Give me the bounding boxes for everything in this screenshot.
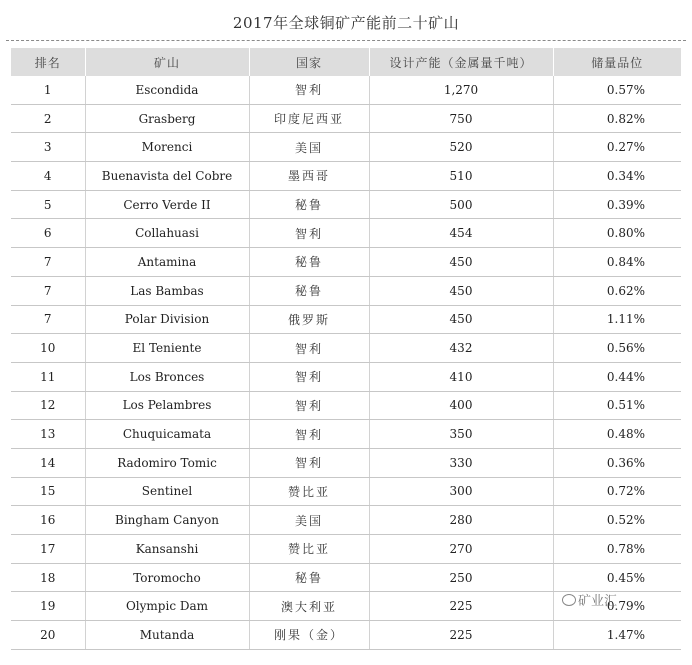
cell-capacity: 1,270 xyxy=(369,76,553,104)
table-row xyxy=(11,248,681,277)
cell-country: 智利 xyxy=(249,362,369,391)
cell-country: 智利 xyxy=(249,420,369,449)
cell-mine: Kansanshi xyxy=(85,535,249,564)
table-row xyxy=(11,448,681,477)
table-row xyxy=(11,563,681,592)
table-row xyxy=(11,506,681,535)
table-row xyxy=(11,334,681,363)
cell-grade: 0.79% xyxy=(553,592,681,621)
cell-grade: 1.11% xyxy=(553,305,681,334)
cell-rank: 1 xyxy=(11,76,85,104)
cell-capacity: 225 xyxy=(369,621,553,650)
table-row xyxy=(11,219,681,248)
cell-grade: 0.51% xyxy=(553,391,681,420)
header-country: 国家 xyxy=(249,48,369,76)
cell-country: 赞比亚 xyxy=(249,535,369,564)
cell-grade: 0.39% xyxy=(553,190,681,219)
cell-capacity: 750 xyxy=(369,104,553,133)
cell-capacity: 400 xyxy=(369,391,553,420)
cell-mine: Los Pelambres xyxy=(85,391,249,420)
cell-country: 秘鲁 xyxy=(249,248,369,277)
cell-capacity: 450 xyxy=(369,305,553,334)
cell-country: 智利 xyxy=(249,219,369,248)
cell-country: 俄罗斯 xyxy=(249,305,369,334)
cell-mine: Antamina xyxy=(85,248,249,277)
table-title: 2017年全球铜矿产能前二十矿山 xyxy=(232,14,460,32)
cell-country: 美国 xyxy=(249,133,369,162)
cell-rank: 7 xyxy=(11,248,85,277)
cell-mine: Collahuasi xyxy=(85,219,249,248)
table-row xyxy=(11,133,681,162)
cell-capacity: 270 xyxy=(369,535,553,564)
cell-rank: 18 xyxy=(11,563,85,592)
cell-grade: 0.57% xyxy=(553,76,681,104)
cell-rank: 3 xyxy=(11,133,85,162)
table-row xyxy=(11,391,681,420)
cell-grade: 0.27% xyxy=(553,133,681,162)
cell-grade: 0.84% xyxy=(553,248,681,277)
cell-rank: 6 xyxy=(11,219,85,248)
cell-mine: Polar Division xyxy=(85,305,249,334)
cell-country: 赞比亚 xyxy=(249,477,369,506)
header-row xyxy=(11,48,681,76)
cell-rank: 15 xyxy=(11,477,85,506)
cell-rank: 11 xyxy=(11,362,85,391)
cell-mine: Mutanda xyxy=(85,621,249,650)
cell-rank: 16 xyxy=(11,506,85,535)
cell-country: 刚果（金） xyxy=(249,621,369,650)
cell-grade: 0.82% xyxy=(553,104,681,133)
cell-mine: Los Bronces xyxy=(85,362,249,391)
table-row xyxy=(11,162,681,191)
cell-capacity: 225 xyxy=(369,592,553,621)
cell-mine: El Teniente xyxy=(85,334,249,363)
table-row xyxy=(11,104,681,133)
cell-country: 智利 xyxy=(249,76,369,104)
cell-capacity: 450 xyxy=(369,248,553,277)
header-rank: 排名 xyxy=(11,48,85,76)
cell-grade: 0.48% xyxy=(553,420,681,449)
cell-capacity: 510 xyxy=(369,162,553,191)
cell-mine: Morenci xyxy=(85,133,249,162)
cell-capacity: 350 xyxy=(369,420,553,449)
cell-grade: 1.47% xyxy=(553,621,681,650)
title-divider xyxy=(6,40,686,41)
cell-country: 秘鲁 xyxy=(249,563,369,592)
watermark xyxy=(562,590,617,609)
table-row xyxy=(11,477,681,506)
cell-rank: 17 xyxy=(11,535,85,564)
cell-rank: 12 xyxy=(11,391,85,420)
cell-capacity: 450 xyxy=(369,276,553,305)
table-row xyxy=(11,190,681,219)
cell-capacity: 330 xyxy=(369,448,553,477)
table-row xyxy=(11,305,681,334)
cell-grade: 0.80% xyxy=(553,219,681,248)
cell-mine: Sentinel xyxy=(85,477,249,506)
cell-capacity: 500 xyxy=(369,190,553,219)
cell-mine: Olympic Dam xyxy=(85,592,249,621)
cell-grade: 0.62% xyxy=(553,276,681,305)
watermark-text: 矿业汇 xyxy=(578,594,618,609)
cell-grade: 0.44% xyxy=(553,362,681,391)
cell-country: 智利 xyxy=(249,448,369,477)
cell-mine: Toromocho xyxy=(85,563,249,592)
copper-mine-table xyxy=(11,48,681,650)
cell-rank: 7 xyxy=(11,276,85,305)
cell-capacity: 300 xyxy=(369,477,553,506)
cell-rank: 13 xyxy=(11,420,85,449)
cell-mine: Buenavista del Cobre xyxy=(85,162,249,191)
cell-country: 智利 xyxy=(249,391,369,420)
table-row xyxy=(11,276,681,305)
table-body xyxy=(11,76,681,649)
cell-rank: 14 xyxy=(11,448,85,477)
cell-country: 美国 xyxy=(249,506,369,535)
cell-rank: 19 xyxy=(11,592,85,621)
header-mine: 矿山 xyxy=(85,48,249,76)
cell-mine: Radomiro Tomic xyxy=(85,448,249,477)
table-row xyxy=(11,362,681,391)
table-row xyxy=(11,621,681,650)
table-row xyxy=(11,76,681,104)
cell-capacity: 454 xyxy=(369,219,553,248)
cell-rank: 7 xyxy=(11,305,85,334)
cell-capacity: 410 xyxy=(369,362,553,391)
cell-mine: Grasberg xyxy=(85,104,249,133)
cell-rank: 2 xyxy=(11,104,85,133)
cell-rank: 10 xyxy=(11,334,85,363)
table-row xyxy=(11,535,681,564)
cell-country: 墨西哥 xyxy=(249,162,369,191)
cell-mine: Chuquicamata xyxy=(85,420,249,449)
cell-rank: 5 xyxy=(11,190,85,219)
cell-mine: Cerro Verde II xyxy=(85,190,249,219)
cell-mine: Escondida xyxy=(85,76,249,104)
wechat-icon xyxy=(562,594,576,606)
cell-grade: 0.45% xyxy=(553,563,681,592)
cell-grade: 0.56% xyxy=(553,334,681,363)
cell-grade: 0.72% xyxy=(553,477,681,506)
cell-country: 秘鲁 xyxy=(249,276,369,305)
cell-country: 印度尼西亚 xyxy=(249,104,369,133)
cell-rank: 4 xyxy=(11,162,85,191)
cell-grade: 0.52% xyxy=(553,506,681,535)
header-grade: 储量品位 xyxy=(553,48,681,76)
cell-country: 澳大利亚 xyxy=(249,592,369,621)
cell-mine: Las Bambas xyxy=(85,276,249,305)
cell-mine: Bingham Canyon xyxy=(85,506,249,535)
table-row xyxy=(11,420,681,449)
cell-grade: 0.36% xyxy=(553,448,681,477)
cell-capacity: 280 xyxy=(369,506,553,535)
header-capacity: 设计产能（金属量千吨） xyxy=(369,48,553,76)
cell-capacity: 250 xyxy=(369,563,553,592)
cell-capacity: 432 xyxy=(369,334,553,363)
cell-country: 秘鲁 xyxy=(249,190,369,219)
cell-capacity: 520 xyxy=(369,133,553,162)
cell-grade: 0.78% xyxy=(553,535,681,564)
cell-rank: 20 xyxy=(11,621,85,650)
cell-country: 智利 xyxy=(249,334,369,363)
cell-grade: 0.34% xyxy=(553,162,681,191)
